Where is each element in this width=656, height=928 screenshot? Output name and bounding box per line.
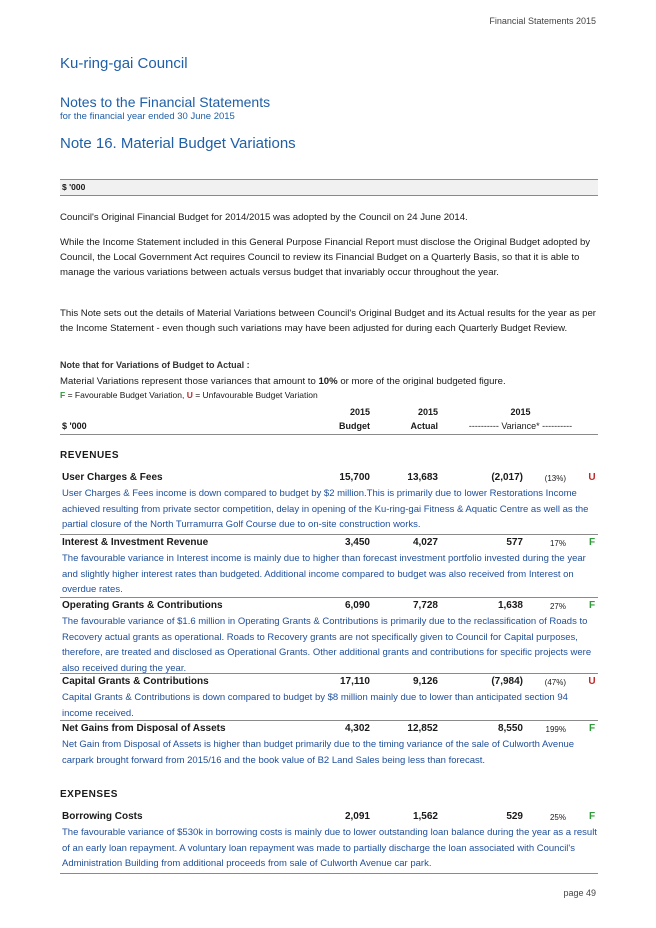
actual-value: 9,126 — [412, 676, 438, 687]
actual-value: 4,027 — [412, 537, 438, 548]
header-actual-year: 2015 — [417, 407, 438, 417]
variance-value: (2,017) — [491, 472, 523, 483]
budget-value: 15,700 — [339, 472, 370, 483]
variation-threshold: 10% — [318, 376, 338, 387]
revenues-heading: REVENUES — [60, 450, 120, 461]
variance-flag: F — [588, 811, 596, 822]
table-row — [60, 597, 598, 676]
table-header — [60, 404, 598, 435]
legend-favourable-text: = Favourable Budget Variation, — [65, 390, 187, 400]
table-bottom-rule — [60, 873, 598, 874]
expenses-heading: EXPENSES — [60, 789, 118, 800]
paragraph-legislation: While the Income Statement included in this General Purpose Financial Report must disclose the Original Budget adopted by Council, the Local Government Act requires Council to review its Financial Budget on a Quarterly Basis, so that it is able to manage the various variations between actuals versus budget that invariably occur throughout the year. — [60, 237, 591, 278]
variance-percent: 199% — [545, 725, 566, 734]
header-budget-year: 2015 — [349, 407, 370, 417]
table-row — [60, 673, 598, 721]
variance-percent: (13%) — [544, 474, 566, 483]
budget-value: 4,302 — [344, 723, 370, 734]
variance-value: 1,638 — [497, 600, 523, 611]
note-title: Note 16. Material Budget Variations — [60, 135, 296, 152]
row-values — [60, 535, 598, 551]
actual-value: 12,852 — [407, 723, 438, 734]
variation-text-after: or more of the original budgeted figure. — [337, 376, 506, 387]
row-label: Capital Grants & Contributions — [62, 676, 209, 687]
row-label: Interest & Investment Revenue — [62, 537, 209, 548]
row-values — [60, 470, 598, 486]
paragraph-adoption: Council's Original Financial Budget for 2014/2015 was adopted by the Council on 24 June 2014. — [60, 212, 468, 223]
legend-unfavourable-text: = Unfavourable Budget Variation — [192, 390, 318, 400]
actual-value: 1,562 — [412, 811, 438, 822]
row-description: The favourable variance of $1.6 million in Operating Grants & Contributions is primarily due to the reclassification of Roads to Recovery actual grants as operational. Roads to Recovery grants are not specifically given to Council for Capital purposes, therefore, are treated and disclosed as Operational Grants. Other additional grants and contributions for specific projects were also received during the year. — [62, 616, 592, 674]
header-budget-label: Budget — [339, 421, 370, 431]
council-name: Ku-ring-gai Council — [60, 55, 188, 72]
budget-value: 2,091 — [344, 811, 370, 822]
budget-value: 6,090 — [344, 600, 370, 611]
budget-value: 17,110 — [339, 676, 370, 687]
row-values — [60, 809, 598, 825]
row-description: The favourable variance of $530k in borrowing costs is mainly due to lower outstanding loan balance during the year as a result of an early loan repayment. A voluntary loan repayment was made to partially discharge the loan associated with Council's Administration Building from additional proceeds from sale of Culworth Avenue car park. — [62, 827, 597, 870]
row-label: Borrowing Costs — [62, 811, 143, 822]
row-description: Net Gain from Disposal of Assets is higher than budget primarily due to the timing variance of the sale of Culworth Avenue carpark brought forward from 2015/16 and the book value of B2 Land Sales being less than forecast. — [62, 739, 575, 766]
variance-value: 529 — [506, 811, 523, 822]
variance-percent: 27% — [549, 602, 566, 611]
row-values — [60, 721, 598, 737]
variation-text-before: Material Variations represent those variances that amount to — [60, 376, 319, 387]
legend-unfavourable-flag: U — [186, 390, 193, 400]
header-actual-label: Actual — [410, 421, 438, 431]
variance-percent: 17% — [549, 539, 566, 548]
variance-value: (7,984) — [491, 676, 523, 687]
variance-flag: F — [588, 537, 596, 548]
legend-favourable-flag: F — [60, 390, 66, 400]
row-label: Operating Grants & Contributions — [62, 600, 223, 611]
row-label: User Charges & Fees — [62, 472, 163, 483]
variance-flag: F — [588, 600, 596, 611]
variance-flag: U — [588, 676, 596, 687]
table-row — [60, 534, 598, 598]
variance-value: 577 — [506, 537, 523, 548]
header-variance-year: 2015 — [510, 407, 531, 417]
variance-flag: F — [588, 723, 596, 734]
actual-value: 7,728 — [412, 600, 438, 611]
variance-value: 8,550 — [497, 723, 523, 734]
variation-note-title: Note that for Variations of Budget to Actual : — [60, 360, 250, 370]
variance-percent: (47%) — [544, 678, 566, 687]
row-description: The favourable variance in Interest income is mainly due to higher than forecast investment portfolio invested during the year and slightly higher interest rates than budgeted. Additional income compared to budget was also received from Interest on overdue rates. — [62, 553, 586, 596]
budget-value: 3,450 — [344, 537, 370, 548]
variance-flag: U — [588, 472, 596, 483]
row-description: User Charges & Fees income is down compared to budget by $2 million.This is primarily due to lower Restorations Income achieved resulting from private sector competition, delay in opening of the Ku-ring-gai Fitness & Aquatic Centre as well as the partial closure of the North Turramurra Golf Course due to on-site construction works. — [62, 488, 589, 531]
notes-title: Notes to the Financial Statements — [60, 94, 271, 110]
header-variance-label: ---------- Variance* ---------- — [468, 421, 573, 431]
variation-legend — [60, 390, 318, 400]
header-units: $ '000 — [62, 421, 87, 431]
variance-percent: 25% — [549, 813, 566, 822]
table-row — [60, 720, 598, 768]
units-bar — [60, 179, 598, 196]
period-subtitle: for the financial year ended 30 June 2015 — [60, 111, 235, 122]
running-header: Financial Statements 2015 — [489, 16, 596, 26]
actual-value: 13,683 — [407, 472, 438, 483]
units-label: $ '000 — [62, 182, 86, 192]
row-values — [60, 674, 598, 690]
table-row — [60, 470, 598, 533]
row-label: Net Gains from Disposal of Assets — [62, 723, 226, 734]
row-description: Capital Grants & Contributions is down compared to budget by $8 million mainly due to lower than anticipated section 94 income received. — [62, 692, 568, 719]
paragraph-scope: This Note sets out the details of Material Variations between Council's Original Budget and its Actual results for the year as per the Income Statement - even though such variations may have been adjusted for during each Quarterly Budget Review. — [60, 308, 596, 334]
variation-note-text — [60, 376, 506, 387]
page-number: page 49 — [563, 888, 596, 898]
table-row — [60, 809, 598, 872]
row-values — [60, 598, 598, 614]
